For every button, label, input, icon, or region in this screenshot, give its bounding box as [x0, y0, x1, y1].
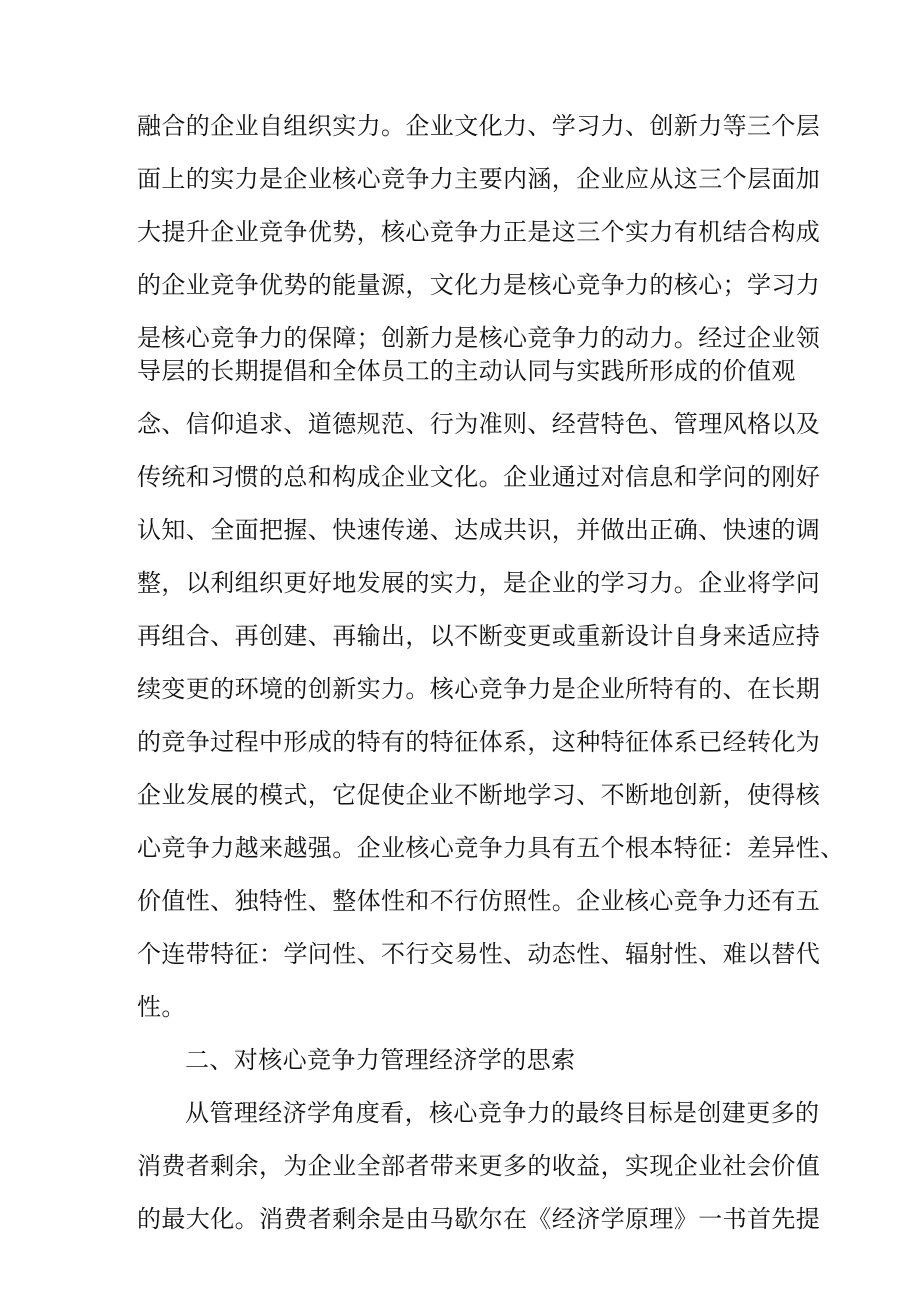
- text-line: 的最大化。消费者剩余是由马歇尔在《经济学原理》一书首先提: [137, 1205, 821, 1233]
- text-line: 消费者剩余，为企业全部者带来更多的收益，实现企业社会价值: [137, 1152, 821, 1180]
- text-line: 的竞争过程中形成的特有的特征体系，这种特征体系已经转化为: [137, 728, 821, 756]
- text-line: 心竞争力越来越强。企业核心竞争力具有五个根本特征：差异性、: [137, 834, 845, 862]
- text-line: 企业发展的模式，它促使企业不断地学习、不断地创新，使得核: [137, 781, 821, 809]
- text-line: 的企业竞争优势的能量源，文化力是核心竞争力的核心；学习力: [137, 271, 821, 299]
- text-line: 认知、全面把握、快速传递、达成共识，并做出正确、快速的调: [137, 516, 821, 544]
- text-line: 性。: [137, 993, 186, 1021]
- text-line: 大提升企业竞争优势，核心竞争力正是这三个实力有机结合构成: [137, 218, 821, 246]
- text-line: 从管理经济学角度看，核心竞争力的最终目标是创建更多的: [185, 1099, 820, 1127]
- text-line: 续变更的环境的创新实力。核心竞争力是企业所特有的、在长期: [137, 675, 821, 703]
- text-line: 整，以利组织更好地发展的实力，是企业的学习力。企业将学问: [137, 569, 821, 597]
- text-line: 传统和习惯的总和构成企业文化。企业通过对信息和学问的刚好: [137, 463, 821, 491]
- text-line: 再组合、再创建、再输出，以不断变更或重新设计自身来适应持: [137, 622, 821, 650]
- text-line: 导层的长期提倡和全体员工的主动认同与实践所形成的价值观: [137, 357, 796, 385]
- section-heading: 二、对核心竞争力管理经济学的思索: [185, 1046, 576, 1074]
- text-line: 是核心竞争力的保障；创新力是核心竞争力的动力。经过企业领: [137, 324, 821, 352]
- text-line: 念、信仰追求、道德规范、行为准则、经营特色、管理风格以及: [137, 410, 821, 438]
- text-line: 面上的实力是企业核心竞争力主要内涵，企业应从这三个层面加: [137, 165, 821, 193]
- text-line: 融合的企业自组织实力。企业文化力、学习力、创新力等三个层: [137, 112, 821, 140]
- text-line: 个连带特征：学问性、不行交易性、动态性、辐射性、难以替代: [137, 940, 821, 968]
- text-line: 价值性、独特性、整体性和不行仿照性。企业核心竞争力还有五: [137, 887, 821, 915]
